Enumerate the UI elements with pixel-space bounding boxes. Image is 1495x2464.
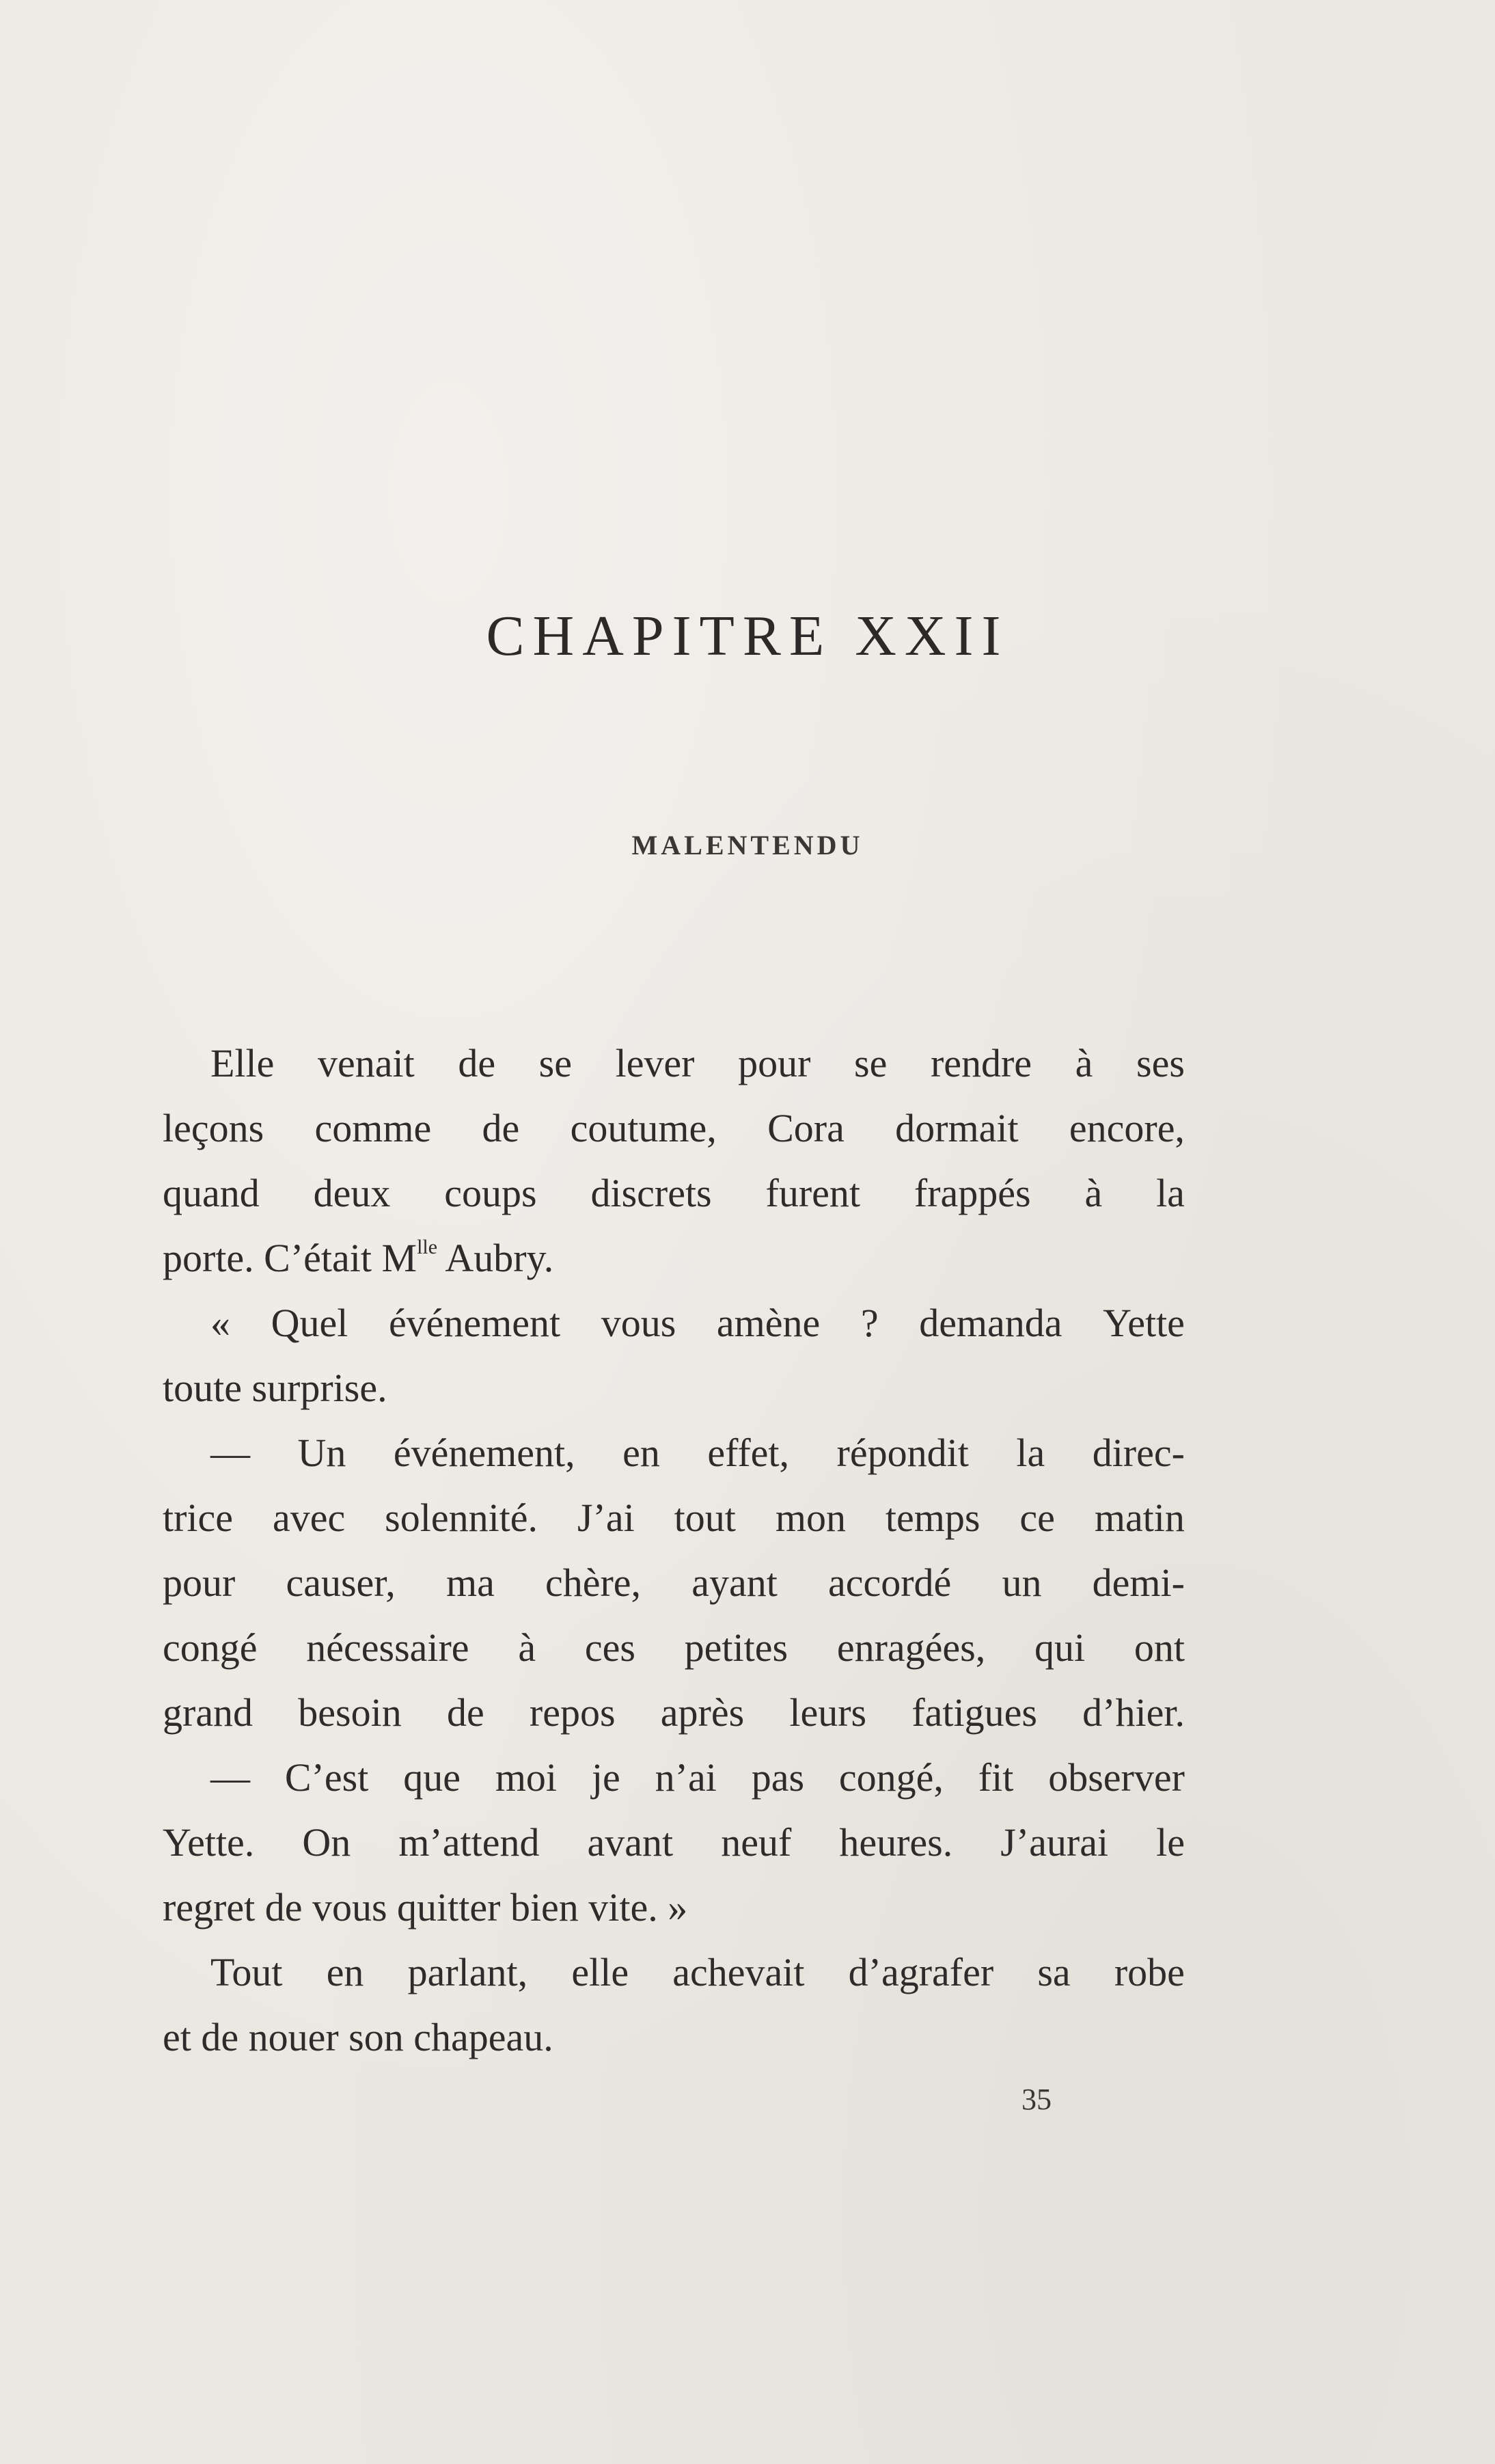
page-number: 35 xyxy=(1021,2083,1052,2116)
word: encore, xyxy=(1069,1106,1185,1150)
word: parlant, xyxy=(407,1950,528,1994)
word: — xyxy=(210,1755,250,1800)
word: tout xyxy=(674,1495,736,1540)
word: ma xyxy=(445,1560,495,1605)
word: causer, xyxy=(286,1560,396,1605)
word: je xyxy=(591,1755,620,1800)
word: de xyxy=(482,1106,520,1150)
word: — xyxy=(210,1431,250,1475)
word: après xyxy=(660,1690,745,1735)
word: événement xyxy=(388,1301,561,1345)
word: la xyxy=(1156,1171,1185,1215)
word: sa xyxy=(1037,1950,1071,1994)
word: pour xyxy=(738,1041,811,1085)
word: en xyxy=(326,1950,364,1994)
word: matin xyxy=(1094,1495,1185,1540)
word: neuf xyxy=(721,1820,792,1865)
word: Yette xyxy=(1103,1301,1185,1345)
word: fatigues xyxy=(911,1690,1037,1735)
word: en xyxy=(622,1431,660,1475)
word: Tout xyxy=(210,1950,283,1994)
word: Quel xyxy=(271,1301,348,1345)
word: avant xyxy=(587,1820,674,1865)
word: ayant xyxy=(691,1560,778,1605)
text-line-10 xyxy=(163,1625,1185,1670)
text-line-8 xyxy=(163,1495,1185,1540)
word: de xyxy=(458,1041,496,1085)
text-line-4 xyxy=(163,1238,553,1278)
word: moi xyxy=(495,1755,558,1800)
word: leçons xyxy=(163,1106,264,1150)
word: lever xyxy=(615,1041,695,1085)
word: de xyxy=(446,1690,484,1735)
chapter-subtitle: MALENTENDU xyxy=(631,830,864,861)
word: On xyxy=(302,1820,351,1865)
word: deux xyxy=(313,1171,391,1215)
word: robe xyxy=(1114,1950,1185,1994)
word: nécessaire xyxy=(306,1625,469,1670)
word: la xyxy=(1016,1431,1045,1475)
word: rendre xyxy=(930,1041,1032,1085)
word: venait xyxy=(318,1041,415,1085)
word: d’agrafer xyxy=(848,1950,994,1994)
word: temps xyxy=(885,1495,980,1540)
word: trice xyxy=(163,1495,234,1540)
word: Elle xyxy=(210,1041,275,1085)
word: amène xyxy=(716,1301,821,1345)
text-line-3 xyxy=(163,1171,1185,1215)
text-line-4-a: porte. C’était M xyxy=(163,1236,417,1280)
word: répondit xyxy=(836,1431,969,1475)
text-line-7 xyxy=(210,1433,1185,1473)
word: repos xyxy=(529,1690,616,1735)
word: ont xyxy=(1134,1625,1185,1670)
word: petites xyxy=(684,1625,788,1670)
chapter-title: CHAPITRE XXII xyxy=(486,604,1009,668)
word: J’ai xyxy=(577,1495,635,1540)
text-line-6: toute surprise. xyxy=(163,1366,387,1410)
word: à xyxy=(1075,1041,1093,1085)
word: Un xyxy=(297,1431,346,1475)
text-line-4-b: Aubry. xyxy=(437,1236,554,1280)
word: besoin xyxy=(298,1690,402,1735)
word: elle xyxy=(571,1950,629,1994)
word: à xyxy=(518,1625,536,1670)
word: m’attend xyxy=(398,1820,540,1865)
word: congé xyxy=(163,1625,258,1670)
word: C’est xyxy=(284,1755,369,1800)
word: effet, xyxy=(707,1431,790,1475)
word: se xyxy=(538,1041,572,1085)
word: le xyxy=(1156,1820,1185,1865)
word: furent xyxy=(765,1171,860,1215)
text-line-1 xyxy=(210,1041,1185,1085)
word: congé, xyxy=(838,1755,944,1800)
word: coups xyxy=(444,1171,537,1215)
word: discrets xyxy=(590,1171,712,1215)
word: demanda xyxy=(919,1301,1062,1345)
text-line-13 xyxy=(163,1820,1185,1865)
text-line-2 xyxy=(163,1106,1185,1150)
word: ses xyxy=(1136,1041,1185,1085)
word: quand xyxy=(163,1171,260,1215)
word: chère, xyxy=(545,1560,642,1605)
word: coutume, xyxy=(570,1106,717,1150)
word: frappés xyxy=(914,1171,1031,1215)
word: un xyxy=(1002,1560,1042,1605)
text-line-15 xyxy=(210,1950,1185,1994)
word: ce xyxy=(1019,1495,1055,1540)
word: avec xyxy=(272,1495,346,1540)
word: solennité. xyxy=(385,1495,538,1540)
word: ? xyxy=(860,1301,879,1345)
word: observer xyxy=(1048,1755,1185,1800)
word: demi- xyxy=(1092,1560,1185,1605)
word: que xyxy=(403,1755,461,1800)
word: direc- xyxy=(1092,1431,1185,1475)
word: achevait xyxy=(672,1950,805,1994)
word: à xyxy=(1084,1171,1103,1215)
word: fit xyxy=(978,1755,1014,1800)
word: Yette. xyxy=(163,1820,255,1865)
word: pas xyxy=(751,1755,805,1800)
text-line-5 xyxy=(210,1303,1185,1343)
text-line-9 xyxy=(163,1560,1185,1605)
word: se xyxy=(854,1041,888,1085)
word: ces xyxy=(584,1625,635,1670)
word: d’hier. xyxy=(1082,1690,1185,1735)
word: « xyxy=(210,1301,230,1345)
word: événement, xyxy=(393,1431,575,1475)
word: n’ai xyxy=(655,1755,717,1800)
word: Cora xyxy=(767,1106,845,1150)
word: mon xyxy=(775,1495,846,1540)
word: grand xyxy=(163,1690,253,1735)
text-line-14: regret de vous quitter bien vite. » xyxy=(163,1885,688,1930)
word: vous xyxy=(601,1301,676,1345)
word: heures. xyxy=(839,1820,953,1865)
word: enragées, xyxy=(836,1625,986,1670)
abbr-mademoiselle: lle xyxy=(417,1236,438,1258)
word: dormait xyxy=(895,1106,1019,1150)
word: pour xyxy=(163,1560,236,1605)
word: comme xyxy=(314,1106,432,1150)
text-line-12 xyxy=(210,1755,1185,1800)
word: accordé xyxy=(828,1560,952,1605)
word: qui xyxy=(1034,1625,1086,1670)
word: leurs xyxy=(789,1690,867,1735)
text-line-16: et de nouer son chapeau. xyxy=(163,2015,553,2059)
word: J’aurai xyxy=(1000,1820,1109,1865)
text-line-11 xyxy=(163,1690,1185,1735)
